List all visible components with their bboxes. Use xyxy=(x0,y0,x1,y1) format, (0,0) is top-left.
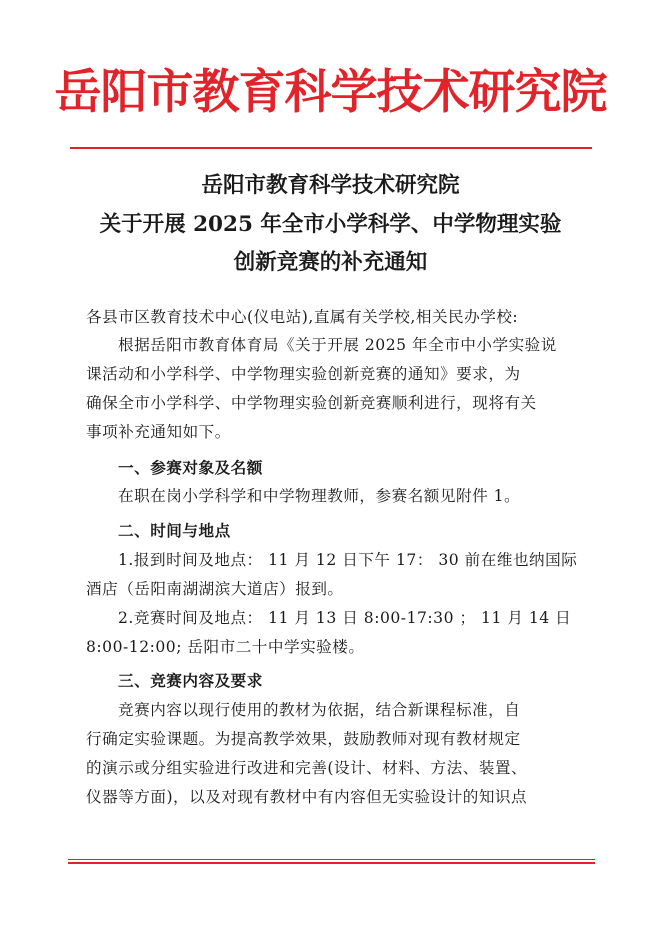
addressee: 各县市区教育技术中心(仪电站),直属有关学校,相关民办学校: xyxy=(86,308,519,326)
doc-title-line-1: 岳阳市教育科学技术研究院 xyxy=(201,173,460,198)
section2-line-3: 2.竞赛时间及地点： 11 月 13 日 8:00-17:30 ； 11 月 14 日 xyxy=(118,609,572,627)
section3-heading: 三、竞赛内容及要求 xyxy=(118,672,263,690)
section3-line-1: 竞赛内容以现行使用的教材为依据，结合新课程标准，自 xyxy=(118,701,521,719)
section2-line-1: 1.报到时间及地点： 11 月 12 日下午 17： 30 前在维也纳国际 xyxy=(118,551,578,569)
doc-title-line-3: 创新竞赛的补充通知 xyxy=(233,250,428,275)
section1-line-1: 在职在岗小学科学和中学物理教师，参赛名额见附件 1。 xyxy=(118,487,521,505)
masthead: 岳阳市教育科学技术研究院 xyxy=(54,65,607,120)
section1-heading: 一、参赛对象及名额 xyxy=(118,459,263,477)
section2-line-2: 酒店（岳阳南湖湖滨大道店）报到。 xyxy=(86,580,344,598)
intro-line-3: 确保全市小学科学、中学物理实验创新竞赛顺利进行，现将有关 xyxy=(86,394,537,412)
section2-line-4: 8:00-12:00; 岳阳市二十中学实验楼。 xyxy=(86,638,365,656)
section2-heading: 二、时间与地点 xyxy=(118,522,231,540)
footer-rule-thick xyxy=(68,862,595,864)
section3-line-3: 的演示或分组实验进行改进和完善(设计、材料、方法、装置、 xyxy=(86,759,528,777)
masthead-rule xyxy=(70,147,592,149)
section3-line-4: 仪器等方面)，以及对现有教材中有内容但无实验设计的知识点 xyxy=(86,788,528,806)
doc-title-line-2: 关于开展 2025 年全市小学科学、中学物理实验 xyxy=(99,212,562,237)
intro-line-1: 根据岳阳市教育体育局《关于开展 2025 年全市中小学实验说 xyxy=(118,336,557,354)
section3-line-2: 行确定实验课题。为提高教学效果，鼓励教师对现有教材规定 xyxy=(86,730,521,748)
intro-line-4: 事项补充通知如下。 xyxy=(86,423,231,441)
intro-line-2: 课活动和小学科学、中学物理实验创新竞赛的通知》要求，为 xyxy=(86,365,521,383)
footer-rule-thin xyxy=(68,859,595,860)
